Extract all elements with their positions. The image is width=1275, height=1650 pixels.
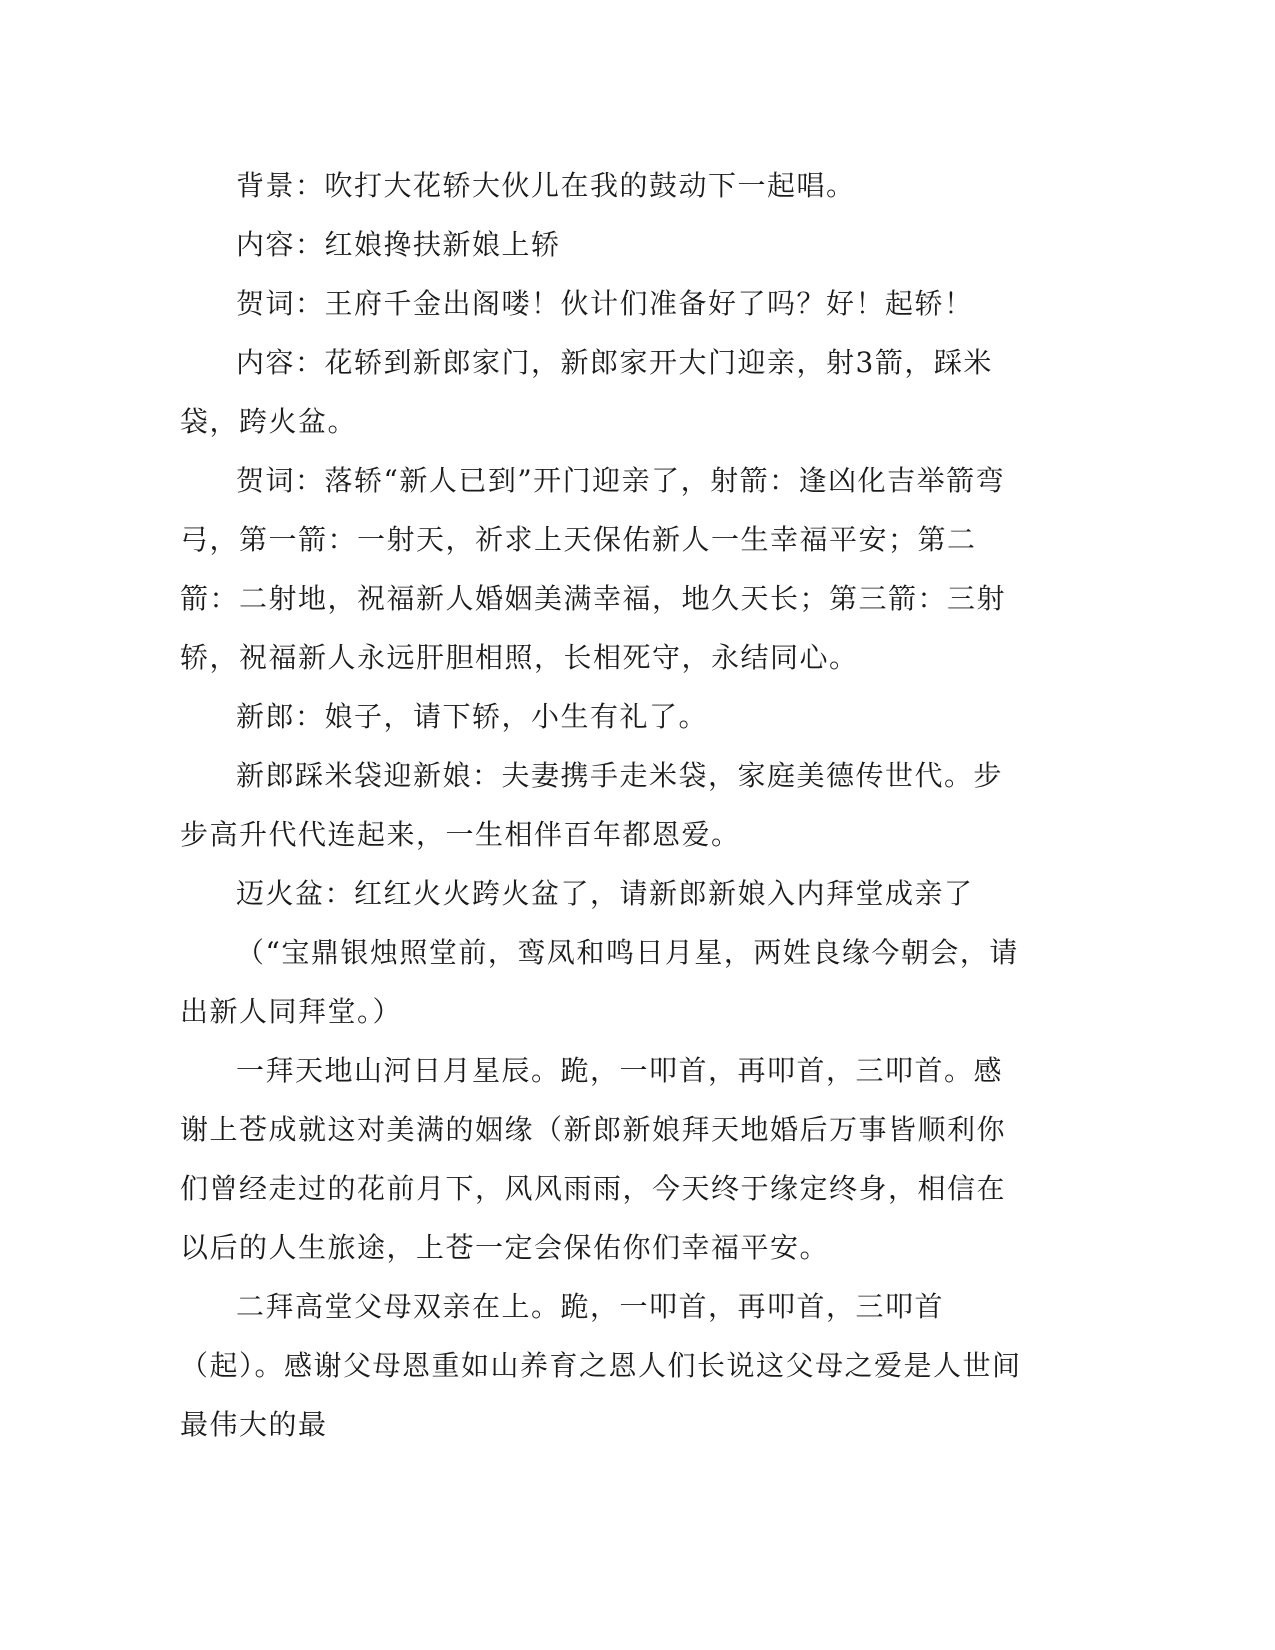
paragraph-content-arrival: 内容：花轿到新郎家门，新郎家开大门迎亲，射3箭，踩米袋，跨火盆。 — [180, 346, 993, 438]
paragraph-fire-basin: 迈火盆：红红火火跨火盆了，请新郎新娘入内拜堂成亲了 — [236, 877, 974, 910]
paragraph-greeting-sedan-lift: 贺词：王府千金出阁喽！伙计们准备好了吗？好！起轿！ — [236, 287, 974, 320]
document-body — [180, 156, 1030, 1454]
paragraph-first-bow: 一拜天地山河日月星辰。跪，一叩首，再叩首，三叩首。感谢上苍成就这对美满的姻缘（新郎新娘拜天地婚后万事皆顺利你们曾经走过的花前月下，风风雨雨，今天终于缘定终身，相信在以后的人生旅途，上苍一定会保佑你们幸福平安。 — [180, 1054, 1007, 1264]
paragraph-second-bow: 二拜高堂父母双亲在上。跪，一叩首，再叩首，三叩首（起）。感谢父母恩重如山养育之恩人们长说这父母之爱是人世间最伟大的最 — [180, 1290, 1022, 1441]
paragraph-groom-greeting: 新郎：娘子，请下轿，小生有礼了。 — [236, 700, 709, 733]
paragraph-greeting-arrows: 贺词：落轿“新人已到”开门迎亲了，射箭：逢凶化吉举箭弯弓，第一箭：一射天，祈求上天保佑新人一生幸福平安；第二箭：二射地，祝福新人婚姻美满幸福，地久天长；第三箭：三射轿，祝福新人永远肝胆相照，长相死守，永结同心。 — [180, 464, 1007, 674]
paragraph-rice-bag: 新郎踩米袋迎新娘：夫妻携手走米袋，家庭美德传世代。步步高升代代连起来，一生相伴百年都恩爱。 — [180, 759, 1004, 851]
paragraph-background: 背景：吹打大花轿大伙儿在我的鼓动下一起唱。 — [236, 169, 856, 202]
paragraph-hall-verse: （“宝鼎银烛照堂前，鸾凤和鸣日月星，两姓良缘今朝会，请出新人同拜堂。） — [180, 936, 1019, 1028]
paragraph-content-matchmaker: 内容：红娘搀扶新娘上轿 — [236, 228, 561, 261]
